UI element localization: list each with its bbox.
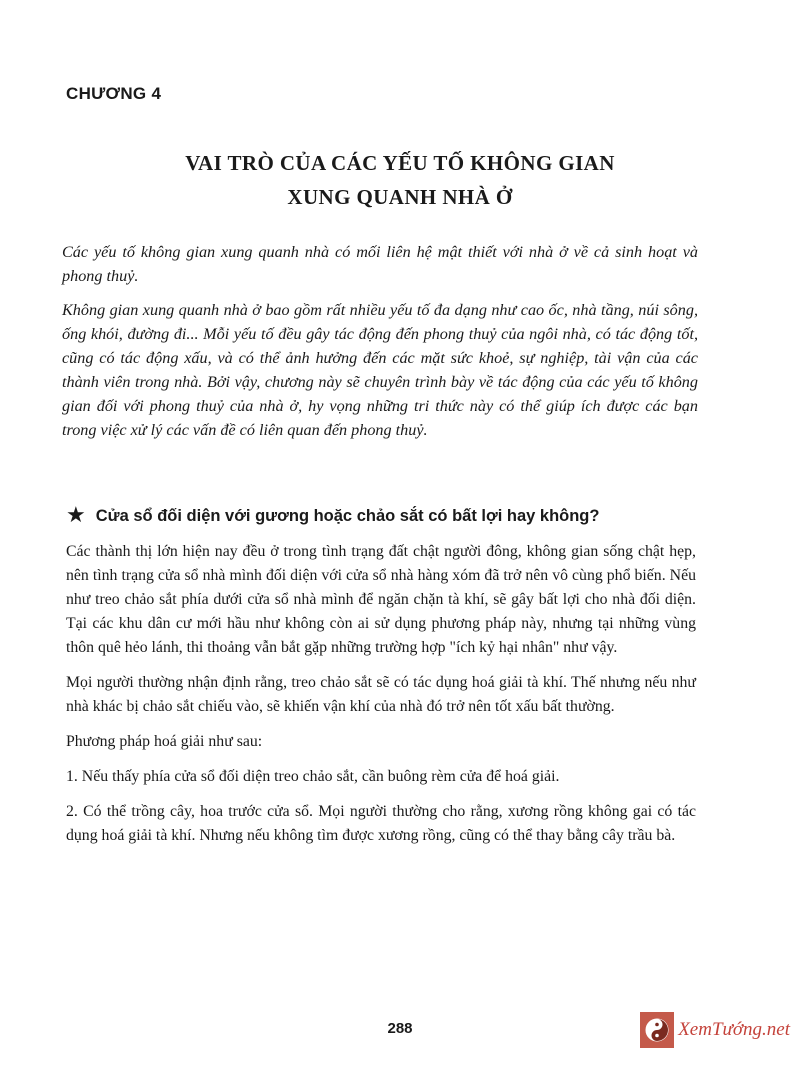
watermark [640,1012,790,1048]
chapter-title-line-2: XUNG QUANH NHÀ Ở [287,185,513,209]
watermark-text: XemTướng.net [678,1019,790,1040]
chapter-title [0,146,800,214]
page-number: 288 [387,1020,413,1037]
yin-yang-icon [640,1012,674,1048]
intro-paragraph: Không gian xung quanh nhà ở bao gồm rất nhiều yếu tố đa dạng như cao ốc, nhà tầng, núi sông, ống khói, đường đi... Mỗi yếu tố đều gây tác động đến phong thuỷ của ngôi nhà, có tác động tốt, cũng có tác động xấu, và có thể ảnh hưởng đến các mặt sức khoẻ, sự nghiệp, tài vận của các thành viên trong nhà. Bởi vậy, chương này sẽ chuyên trình bày về tác động của các yếu tố không gian đối với phong thuỷ của nhà ở, hy vọng những tri thức này có thể giúp ích được các bạn trong việc xử lý các vấn đề có liên quan đến phong thuỷ. [62,301,698,439]
section-heading [66,505,599,527]
section-heading-text: Cửa sổ đối diện với gương hoặc chảo sắt có bất lợi hay không? [95,506,600,525]
intro-paragraph: Các yếu tố không gian xung quanh nhà có mối liên hệ mật thiết với nhà ở về cả sinh hoạt và phong thuỷ. [62,243,698,285]
body-paragraph: 2. Có thể trồng cây, hoa trước cửa sổ. Mọi người thường cho rằng, xương rồng không gai có tác dụng hoá giải tà khí. Nhưng nếu không tìm được xương rồng, cũng có thể thay bằng cây trầu bà. [66,803,696,844]
chapter-title-line-1: VAI TRÒ CỦA CÁC YẾU TỐ KHÔNG GIAN [185,151,615,175]
body-paragraph: 1. Nếu thấy phía cửa sổ đối diện treo chảo sắt, cần buông rèm cửa để hoá giải. [66,768,560,785]
body-paragraph: Phương pháp hoá giải như sau: [66,733,263,750]
section-body [66,540,696,859]
body-paragraph: Các thành thị lớn hiện nay đều ở trong tình trạng đất chật người đông, không gian sống chật hẹp, nên tình trạng cửa sổ nhà mình đối diện với cửa sổ nhà hàng xóm đã trở nên vô cùng phổ biến. Nếu như treo chảo sắt phía dưới cửa sổ nhà mình để ngăn chặn tà khí, sẽ gây bất lợi cho nhà đối diện. Tại các khu dân cư mới hầu như không còn ai sử dụng phương pháp này, nhưng tại những vùng thôn quê hẻo lánh, thi thoảng vẫn bắt gặp những trường hợp "ích kỷ hại nhân" như vậy. [66,543,696,656]
star-icon: ★ [66,503,86,528]
intro-section [62,240,698,452]
body-paragraph: Mọi người thường nhận định rằng, treo chảo sắt sẽ có tác dụng hoá giải tà khí. Thế nhưng nếu như nhà khác bị chảo sắt chiếu vào, sẽ khiến vận khí của nhà đó trở nên tốt xấu bất thường. [66,674,696,715]
chapter-label: CHƯƠNG 4 [66,84,162,103]
